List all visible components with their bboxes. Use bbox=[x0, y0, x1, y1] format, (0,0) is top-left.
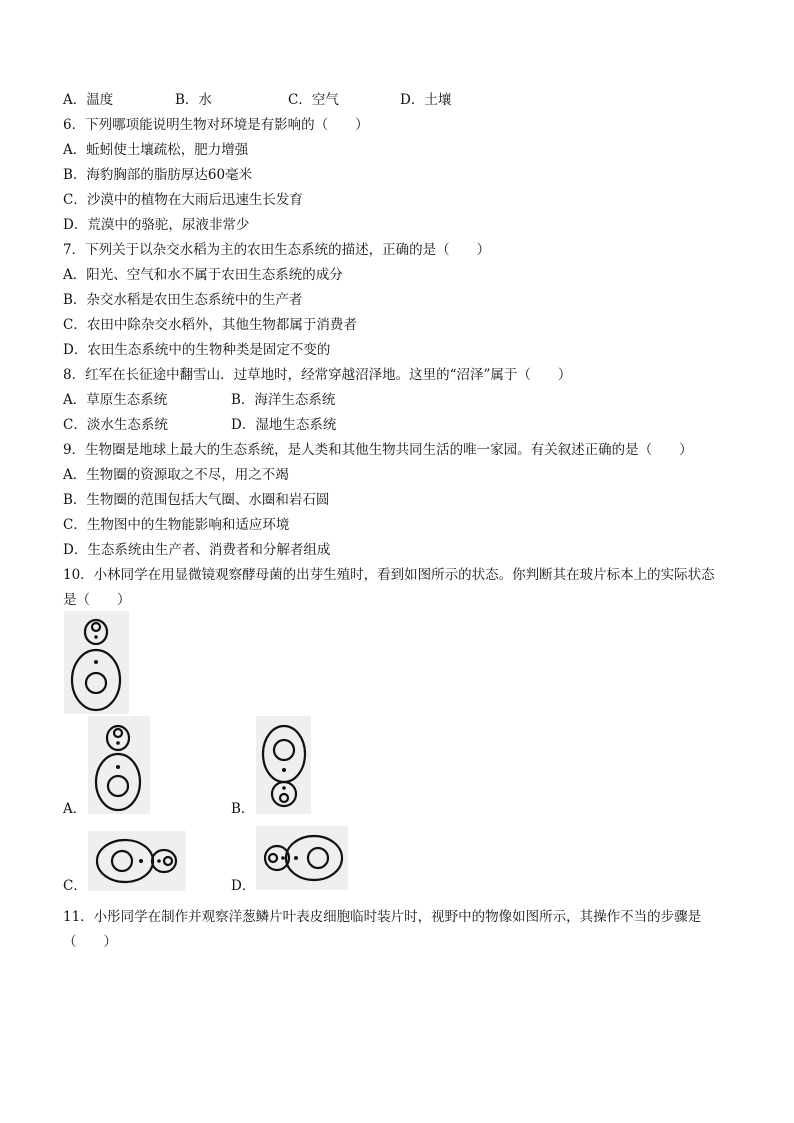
q9-stem: 9．生物圈是地球上最大的生态系统，是人类和其他生物共同生活的唯一家园。有关叙述正确的是（ ） bbox=[63, 442, 693, 458]
q9-option-a: A．生物圈的资源取之不尽，用之不竭 bbox=[63, 467, 289, 483]
q11-stem-line1: 11．小彤同学在制作并观察洋葱鳞片叶表皮细胞临时装片时，视野中的物像如图所示，其操作不当的步骤是 bbox=[63, 909, 702, 925]
q7-option-a: A．阳光、空气和水不属于农田生态系统的成分 bbox=[63, 267, 343, 283]
q8-option-b: B．海洋生态系统 bbox=[231, 392, 336, 408]
q5-option-d: D．土壤 bbox=[400, 92, 452, 108]
q8-stem: 8．红军在长征途中翻雪山．过草地时，经常穿越沼泽地。这里的“沼泽”属于（ ） bbox=[63, 367, 572, 383]
q9-option-d: D．生态系统由生产者、消费者和分解者组成 bbox=[63, 542, 331, 558]
q10-label-b: B． bbox=[231, 801, 255, 817]
q7-option-c: C．农田中除杂交水稻外，其他生物都属于消费者 bbox=[63, 317, 357, 333]
q10-option-a-figure bbox=[88, 716, 150, 814]
q8-option-d: D．湿地生态系统 bbox=[231, 417, 337, 433]
q7-stem: 7．下列关于以杂交水稻为主的农田生态系统的描述，正确的是（ ） bbox=[63, 242, 491, 258]
q7-option-b: B．杂交水稻是农田生态系统中的生产者 bbox=[63, 292, 303, 308]
q10-option-c-figure bbox=[88, 831, 186, 891]
q6-option-a: A．蚯蚓使土壤疏松，肥力增强 bbox=[63, 142, 249, 158]
q6-option-b: B．海豹胸部的脂肪厚达60毫米 bbox=[63, 167, 253, 183]
q10-stem-line1: 10．小林同学在用显微镜观察酵母菌的出芽生殖时，看到如图所示的状态。你判断其在玻片标本上的实际状态 bbox=[63, 567, 715, 583]
q5-option-a: A．温度 bbox=[63, 92, 114, 108]
q6-option-d: D．荒漠中的骆驼，尿液非常少 bbox=[63, 217, 250, 233]
q10-option-d-figure bbox=[256, 826, 348, 890]
q10-stem-line2: 是（ ） bbox=[63, 592, 131, 608]
q7-option-d: D．农田生态系统中的生物种类是固定不变的 bbox=[63, 342, 331, 358]
q10-label-c: C． bbox=[63, 878, 87, 894]
q10-label-d: D． bbox=[231, 878, 256, 894]
q9-option-c: C．生物图中的生物能影响和适应环境 bbox=[63, 517, 290, 533]
q8-option-c: C．淡水生态系统 bbox=[63, 417, 168, 433]
q5-option-b: B．水 bbox=[175, 92, 212, 108]
q8-option-a: A．草原生态系统 bbox=[63, 392, 168, 408]
q5-option-c: C．空气 bbox=[288, 92, 339, 108]
q11-stem-line2: （ ） bbox=[63, 934, 117, 950]
q10-option-b-figure bbox=[256, 716, 311, 814]
q6-option-c: C．沙漠中的植物在大雨后迅速生长发育 bbox=[63, 192, 303, 208]
q9-option-b: B．生物圈的范围包括大气圈、水圈和岩石圆 bbox=[63, 492, 330, 508]
q10-label-a: A． bbox=[63, 801, 87, 817]
q6-stem: 6．下列哪项能说明生物对环境是有影响的（ ） bbox=[63, 117, 369, 133]
q10-main-figure bbox=[64, 611, 129, 714]
